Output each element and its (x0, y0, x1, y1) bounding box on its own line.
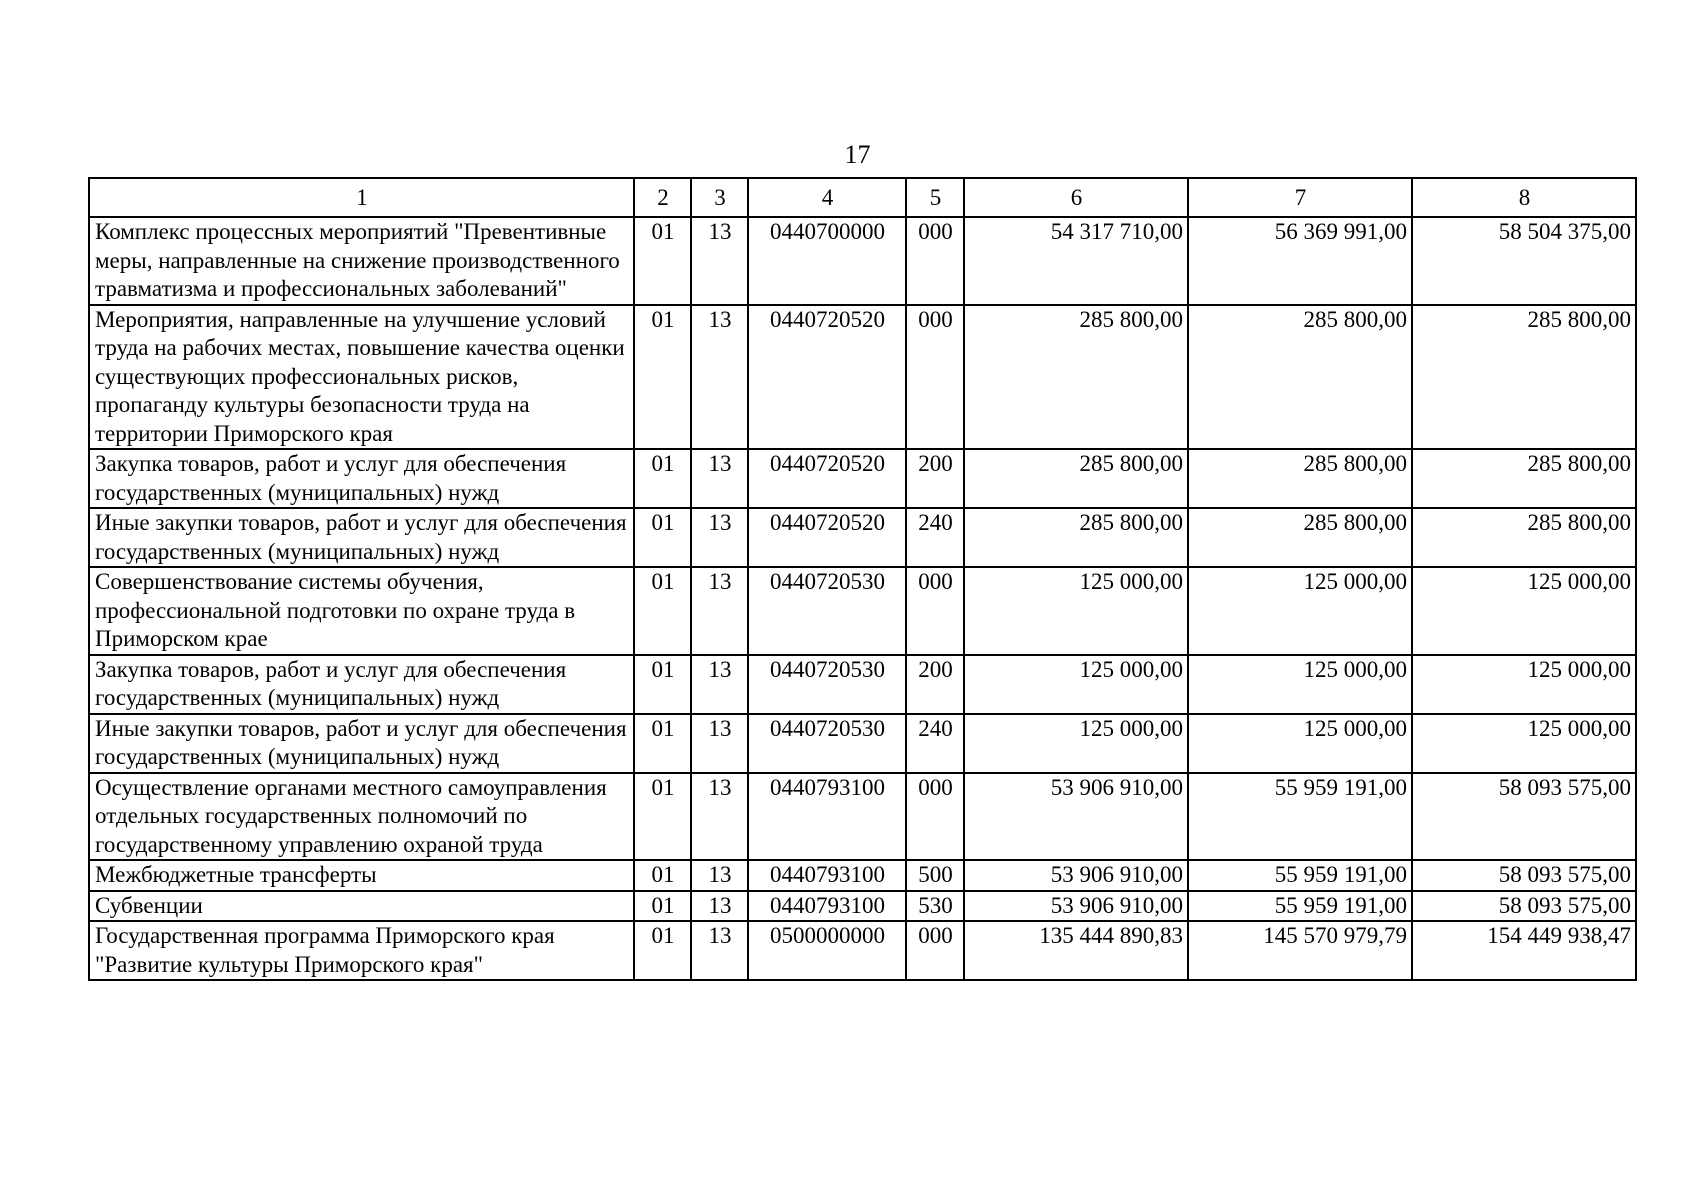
expense-type-code: 000 (906, 567, 964, 655)
target-article-code: 0500000000 (748, 921, 906, 980)
column-header: 8 (1412, 178, 1636, 217)
table-row (89, 217, 1636, 305)
amount-col7: 55 959 191,00 (1188, 773, 1412, 861)
column-header: 6 (964, 178, 1188, 217)
column-header: 5 (906, 178, 964, 217)
amount-col6: 125 000,00 (964, 655, 1188, 714)
section-code: 01 (634, 891, 691, 922)
amount-col6: 53 906 910,00 (964, 891, 1188, 922)
expense-type-code: 000 (906, 305, 964, 450)
page-number: 17 (844, 140, 871, 169)
subsection-code: 13 (691, 217, 748, 305)
amount-col7: 55 959 191,00 (1188, 891, 1412, 922)
amount-col7: 56 369 991,00 (1188, 217, 1412, 305)
row-name: Комплекс процессных мероприятий "Превентивные меры, направленные на снижение производственного травматизма и профессиональных заболеваний" (89, 217, 634, 305)
subsection-code: 13 (691, 921, 748, 980)
amount-col6: 285 800,00 (964, 508, 1188, 567)
subsection-code: 13 (691, 773, 748, 861)
amount-col6: 285 800,00 (964, 305, 1188, 450)
expense-type-code: 240 (906, 508, 964, 567)
amount-col6: 285 800,00 (964, 449, 1188, 508)
row-name: Государственная программа Приморского края "Развитие культуры Приморского края" (89, 921, 634, 980)
table-row (89, 508, 1636, 567)
expense-type-code: 000 (906, 773, 964, 861)
table-row (89, 891, 1636, 922)
column-header: 1 (89, 178, 634, 217)
subsection-code: 13 (691, 305, 748, 450)
row-name: Осуществление органами местного самоуправления отдельных государственных полномочий по государственному управлению охраной труда (89, 773, 634, 861)
amount-col7: 125 000,00 (1188, 567, 1412, 655)
amount-col8: 285 800,00 (1412, 305, 1636, 450)
expense-type-code: 500 (906, 860, 964, 891)
amount-col7: 285 800,00 (1188, 449, 1412, 508)
row-name: Закупка товаров, работ и услуг для обеспечения государственных (муниципальных) нужд (89, 655, 634, 714)
amount-col8: 285 800,00 (1412, 508, 1636, 567)
target-article-code: 0440720520 (748, 508, 906, 567)
amount-col8: 58 093 575,00 (1412, 891, 1636, 922)
amount-col8: 154 449 938,47 (1412, 921, 1636, 980)
expense-type-code: 200 (906, 655, 964, 714)
amount-col6: 135 444 890,83 (964, 921, 1188, 980)
row-name: Иные закупки товаров, работ и услуг для обеспечения государственных (муниципальных) нужд (89, 714, 634, 773)
amount-col6: 54 317 710,00 (964, 217, 1188, 305)
target-article-code: 0440720530 (748, 567, 906, 655)
table-row (89, 773, 1636, 861)
subsection-code: 13 (691, 655, 748, 714)
amount-col8: 125 000,00 (1412, 655, 1636, 714)
amount-col7: 145 570 979,79 (1188, 921, 1412, 980)
column-header: 4 (748, 178, 906, 217)
column-header: 3 (691, 178, 748, 217)
target-article-code: 0440793100 (748, 860, 906, 891)
row-name: Иные закупки товаров, работ и услуг для обеспечения государственных (муниципальных) нужд (89, 508, 634, 567)
amount-col8: 125 000,00 (1412, 714, 1636, 773)
subsection-code: 13 (691, 449, 748, 508)
subsection-code: 13 (691, 714, 748, 773)
amount-col7: 125 000,00 (1188, 714, 1412, 773)
amount-col7: 285 800,00 (1188, 305, 1412, 450)
section-code: 01 (634, 773, 691, 861)
amount-col8: 125 000,00 (1412, 567, 1636, 655)
section-code: 01 (634, 508, 691, 567)
subsection-code: 13 (691, 508, 748, 567)
table-row (89, 305, 1636, 450)
table-row (89, 567, 1636, 655)
section-code: 01 (634, 449, 691, 508)
header-row (89, 178, 1636, 217)
section-code: 01 (634, 305, 691, 450)
table-row (89, 655, 1636, 714)
subsection-code: 13 (691, 891, 748, 922)
row-name: Совершенствование системы обучения, профессиональной подготовки по охране труда в Приморском крае (89, 567, 634, 655)
amount-col7: 125 000,00 (1188, 655, 1412, 714)
expense-type-code: 240 (906, 714, 964, 773)
target-article-code: 0440720520 (748, 305, 906, 450)
section-code: 01 (634, 567, 691, 655)
section-code: 01 (634, 921, 691, 980)
target-article-code: 0440720530 (748, 714, 906, 773)
amount-col6: 53 906 910,00 (964, 773, 1188, 861)
budget-table (88, 177, 1637, 981)
subsection-code: 13 (691, 860, 748, 891)
amount-col8: 285 800,00 (1412, 449, 1636, 508)
target-article-code: 0440793100 (748, 891, 906, 922)
expense-type-code: 000 (906, 217, 964, 305)
section-code: 01 (634, 217, 691, 305)
row-name: Межбюджетные трансферты (89, 860, 634, 891)
expense-type-code: 000 (906, 921, 964, 980)
amount-col7: 55 959 191,00 (1188, 860, 1412, 891)
target-article-code: 0440720530 (748, 655, 906, 714)
target-article-code: 0440793100 (748, 773, 906, 861)
section-code: 01 (634, 655, 691, 714)
column-header: 2 (634, 178, 691, 217)
amount-col6: 53 906 910,00 (964, 860, 1188, 891)
row-name: Субвенции (89, 891, 634, 922)
table-row (89, 860, 1636, 891)
target-article-code: 0440720520 (748, 449, 906, 508)
column-header: 7 (1188, 178, 1412, 217)
target-article-code: 0440700000 (748, 217, 906, 305)
expense-type-code: 530 (906, 891, 964, 922)
row-name: Мероприятия, направленные на улучшение условий труда на рабочих местах, повышение качества оценки существующих профессиональных рисков, пропаганду культуры безопасности труда на территории Приморского края (89, 305, 634, 450)
row-name: Закупка товаров, работ и услуг для обеспечения государственных (муниципальных) нужд (89, 449, 634, 508)
expense-type-code: 200 (906, 449, 964, 508)
amount-col6: 125 000,00 (964, 714, 1188, 773)
amount-col8: 58 504 375,00 (1412, 217, 1636, 305)
amount-col7: 285 800,00 (1188, 508, 1412, 567)
table-row (89, 921, 1636, 980)
section-code: 01 (634, 860, 691, 891)
section-code: 01 (634, 714, 691, 773)
table-row (89, 714, 1636, 773)
amount-col6: 125 000,00 (964, 567, 1188, 655)
subsection-code: 13 (691, 567, 748, 655)
amount-col8: 58 093 575,00 (1412, 860, 1636, 891)
table-row (89, 449, 1636, 508)
amount-col8: 58 093 575,00 (1412, 773, 1636, 861)
